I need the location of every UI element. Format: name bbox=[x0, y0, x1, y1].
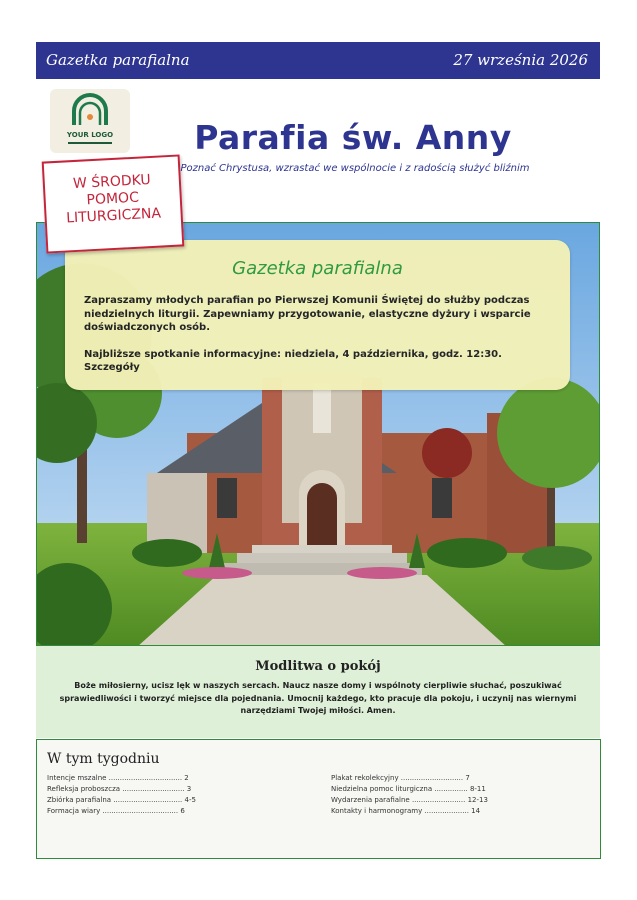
arch-logo-icon bbox=[50, 89, 130, 153]
table-of-contents bbox=[36, 739, 601, 859]
callout-title: Gazetka parafialna bbox=[232, 258, 403, 279]
page-title: Parafia św. Anny bbox=[194, 118, 512, 157]
prayer-title: Modlitwa o pokój bbox=[255, 659, 381, 674]
toc-item: Plakat rekolekcyjny ............................ 7 bbox=[331, 774, 470, 782]
toc-column-right bbox=[331, 773, 581, 817]
stamp-line-2: POMOC bbox=[86, 189, 140, 209]
toc-column-left bbox=[47, 773, 297, 817]
toc-item: Niedzielna pomoc liturgiczna ............... 8-11 bbox=[331, 785, 486, 793]
toc-item: Zbiórka parafialna ............................... 4-5 bbox=[47, 796, 196, 804]
logo-text: YOUR LOGO bbox=[66, 131, 114, 139]
callout-paragraph-1: Zapraszamy młodych parafian po Pierwszej Komunii Świętej do służby podczas niedzielnych liturgii. Zapewniamy przygotowanie, elastyczne dyżury i wsparcie doświadczonych osób. bbox=[84, 295, 531, 333]
announcement-callout bbox=[65, 240, 570, 390]
stamp-line-3: LITURGICZNA bbox=[65, 205, 162, 227]
toc-title: W tym tygodniu bbox=[47, 751, 160, 767]
toc-item: Refleksja proboszcza ............................ 3 bbox=[47, 785, 192, 793]
callout-body bbox=[84, 294, 549, 388]
prayer-text: Boże miłosierny, ucisz lęk w naszych sercach. Naucz nasze domy i wspólnoty cierpliwie słuchać, poszukiwać sprawiedliwości i tworzyć miejsce dla pojednania. Umocnij każdego, kto pracuje dla pokoju, i uczynij nas wiernymi narzędziami Twojej miłości. Amen. bbox=[59, 681, 577, 715]
toc-item: Kontakty i harmonogramy .................... 14 bbox=[331, 807, 481, 815]
toc-item: Intencje mszalne ................................. 2 bbox=[47, 774, 189, 782]
page-subtitle: Poznać Chrystusa, wzrastać we wspólnocie i z radością służyć bliźnim bbox=[180, 163, 530, 174]
inside-stamp bbox=[42, 154, 185, 253]
stamp-line-1: W ŚRODKU bbox=[72, 172, 152, 193]
issue-date: 27 września 2026 bbox=[453, 51, 588, 69]
toc-item: Formacja wiary .................................. 6 bbox=[47, 807, 185, 815]
toc-item: Wydarzenia parafialne ........................ 12-13 bbox=[331, 796, 488, 804]
callout-paragraph-2: Najbliższe spotkanie informacyjne: niedziela, 4 października, godz. 12:30. Szczegóły bbox=[84, 348, 502, 373]
newsletter-label: Gazetka parafialna bbox=[46, 51, 190, 69]
parish-logo bbox=[50, 89, 130, 153]
top-banner bbox=[36, 42, 600, 79]
prayer-section bbox=[36, 646, 600, 738]
